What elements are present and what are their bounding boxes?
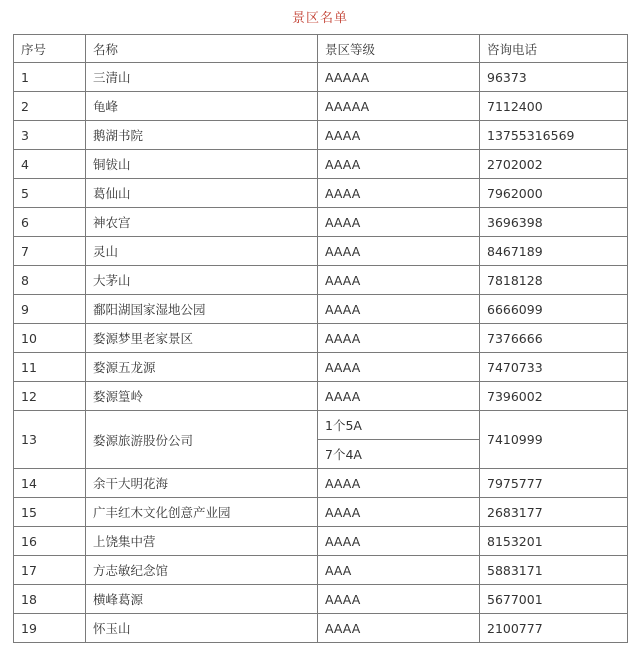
header-no: 序号: [14, 35, 86, 63]
cell-name: 葛仙山: [86, 179, 318, 208]
table-row: [14, 150, 628, 179]
cell-name: 婺源五龙源: [86, 353, 318, 382]
cell-no: 5: [14, 179, 86, 208]
table-header-row: [14, 35, 628, 63]
cell-no: 3: [14, 121, 86, 150]
cell-no: 4: [14, 150, 86, 179]
cell-level: AAAA: [318, 382, 480, 411]
cell-phone: 8467189: [480, 237, 628, 266]
cell-name: 三清山: [86, 63, 318, 92]
table-row: [14, 411, 628, 440]
table-row: [14, 324, 628, 353]
cell-level: AAAA: [318, 585, 480, 614]
cell-no: 18: [14, 585, 86, 614]
cell-name: 大茅山: [86, 266, 318, 295]
cell-level: 7个4A: [318, 440, 480, 469]
cell-name: 婺源旅游股份公司: [86, 411, 318, 469]
table-row: [14, 527, 628, 556]
cell-level: AAAA: [318, 498, 480, 527]
cell-no: 9: [14, 295, 86, 324]
cell-phone: 6666099: [480, 295, 628, 324]
table-row: [14, 121, 628, 150]
cell-no: 13: [14, 411, 86, 469]
table-row: [14, 266, 628, 295]
cell-name: 余干大明花海: [86, 469, 318, 498]
cell-no: 2: [14, 92, 86, 121]
cell-name: 广丰红木文化创意产业园: [86, 498, 318, 527]
cell-level: AAAA: [318, 527, 480, 556]
cell-level: AAAAA: [318, 92, 480, 121]
cell-phone: 7376666: [480, 324, 628, 353]
cell-no: 17: [14, 556, 86, 585]
table-row: [14, 179, 628, 208]
cell-phone: 2683177: [480, 498, 628, 527]
cell-name: 鄱阳湖国家湿地公园: [86, 295, 318, 324]
cell-no: 11: [14, 353, 86, 382]
cell-level: 1个5A: [318, 411, 480, 440]
cell-level: AAAA: [318, 150, 480, 179]
cell-name: 婺源篁岭: [86, 382, 318, 411]
cell-phone: 5883171: [480, 556, 628, 585]
cell-no: 8: [14, 266, 86, 295]
cell-level: AAAA: [318, 237, 480, 266]
table-row: [14, 353, 628, 382]
table-row: [14, 295, 628, 324]
cell-name: 婺源梦里老家景区: [86, 324, 318, 353]
cell-level: AAAA: [318, 208, 480, 237]
cell-name: 铜钹山: [86, 150, 318, 179]
cell-phone: 5677001: [480, 585, 628, 614]
cell-phone: 7410999: [480, 411, 628, 469]
cell-name: 神农宫: [86, 208, 318, 237]
cell-phone: 96373: [480, 63, 628, 92]
cell-name: 龟峰: [86, 92, 318, 121]
scenic-spot-table: [13, 34, 628, 643]
cell-level: AAAA: [318, 324, 480, 353]
cell-no: 10: [14, 324, 86, 353]
cell-name: 上饶集中营: [86, 527, 318, 556]
cell-phone: 2100777: [480, 614, 628, 643]
cell-phone: 7112400: [480, 92, 628, 121]
cell-level: AAAA: [318, 295, 480, 324]
table-row: [14, 469, 628, 498]
table-title: 景区名单: [291, 11, 348, 26]
cell-level: AAAA: [318, 614, 480, 643]
table-row: [14, 382, 628, 411]
table-row: [14, 92, 628, 121]
cell-phone: 3696398: [480, 208, 628, 237]
cell-level: AAA: [318, 556, 480, 585]
cell-no: 12: [14, 382, 86, 411]
cell-name: 灵山: [86, 237, 318, 266]
cell-no: 16: [14, 527, 86, 556]
cell-phone: 2702002: [480, 150, 628, 179]
cell-phone: 7962000: [480, 179, 628, 208]
cell-phone: 7396002: [480, 382, 628, 411]
cell-phone: 7470733: [480, 353, 628, 382]
cell-phone: 13755316569: [480, 121, 628, 150]
table-row: [14, 614, 628, 643]
cell-level: AAAA: [318, 266, 480, 295]
cell-no: 15: [14, 498, 86, 527]
table-row: [14, 556, 628, 585]
cell-no: 1: [14, 63, 86, 92]
cell-no: 19: [14, 614, 86, 643]
cell-level: AAAA: [318, 469, 480, 498]
cell-no: 14: [14, 469, 86, 498]
cell-level: AAAA: [318, 353, 480, 382]
cell-phone: 8153201: [480, 527, 628, 556]
header-level: 景区等级: [318, 35, 480, 63]
cell-name: 鹅湖书院: [86, 121, 318, 150]
cell-no: 7: [14, 237, 86, 266]
cell-name: 怀玉山: [86, 614, 318, 643]
table-row: [14, 498, 628, 527]
cell-phone: 7975777: [480, 469, 628, 498]
table-row: [14, 585, 628, 614]
table-row: [14, 237, 628, 266]
cell-no: 6: [14, 208, 86, 237]
header-phone: 咨询电话: [480, 35, 628, 63]
cell-level: AAAAA: [318, 63, 480, 92]
table-row: [14, 63, 628, 92]
cell-level: AAAA: [318, 121, 480, 150]
header-name: 名称: [86, 35, 318, 63]
cell-name: 方志敏纪念馆: [86, 556, 318, 585]
table-row: [14, 208, 628, 237]
cell-phone: 7818128: [480, 266, 628, 295]
cell-name: 横峰葛源: [86, 585, 318, 614]
cell-level: AAAA: [318, 179, 480, 208]
